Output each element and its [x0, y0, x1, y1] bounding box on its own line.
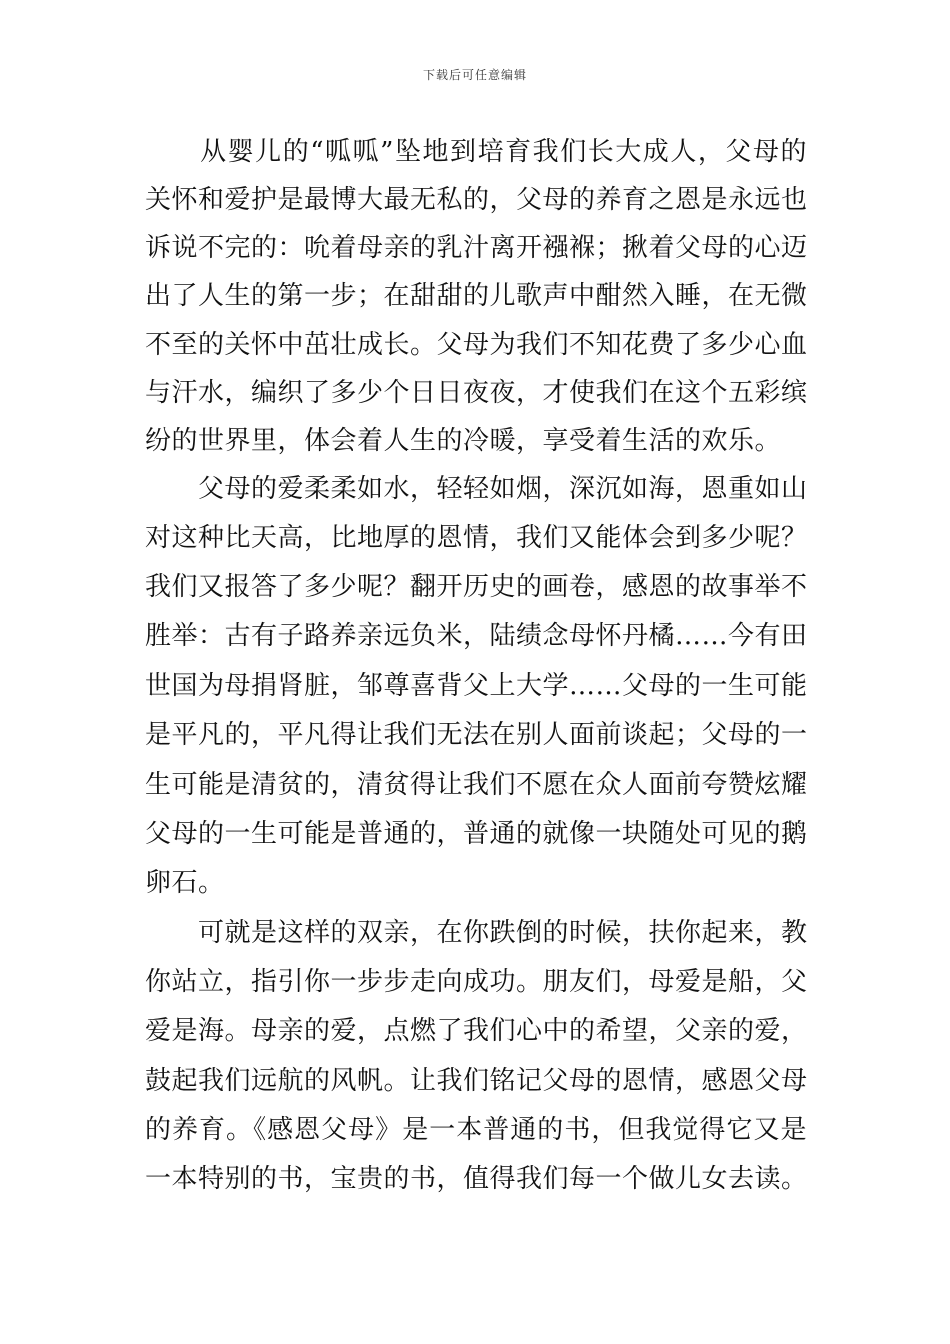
- paragraph-2-line-1: 父母的爱柔柔如水，轻轻如烟，深沉如海，恩重如山: [145, 474, 808, 504]
- paragraph-3-line-3: 爱是海。母亲的爱，点燃了我们心中的希望，父亲的爱，: [145, 1016, 808, 1046]
- paragraph-1-line-6: 与汗水，编织了多少个日日夜夜，才使我们在这个五彩缤: [145, 378, 808, 408]
- paragraph-3-line-5: 的养育。《感恩父母》是一本普通的书，但我觉得它又是: [145, 1115, 807, 1145]
- paragraph-1-line-5: 不至的关怀中茁壮成长。父母为我们不知花费了多少心血: [145, 330, 808, 360]
- paragraph-3-line-2: 你站立，指引你一步步走向成功。朋友们，母爱是船，父: [145, 967, 808, 997]
- page-header: 下载后可任意编辑: [422, 68, 527, 82]
- paragraph-1-line-7: 纷的世界里，体会着人生的冷暖，享受着生活的欢乐。: [145, 426, 782, 456]
- paragraph-1-line-3: 诉说不完的：吮着母亲的乳汁离开襁褓；揪着父母的心迈: [145, 233, 808, 263]
- paragraph-3-line-6: 一本特别的书，宝贵的书，值得我们每一个做儿女去读。: [145, 1164, 808, 1194]
- paragraph-3-line-4: 鼓起我们远航的风帆。让我们铭记父母的恩情，感恩父母: [145, 1066, 808, 1096]
- paragraph-1-line-2: 关怀和爱护是最博大最无私的，父母的养育之恩是永远也: [145, 185, 808, 215]
- paragraph-2-line-9: 卵石。: [145, 868, 225, 898]
- paragraph-1-line-4: 出了人生的第一步；在甜甜的儿歌声中酣然入睡，在无微: [145, 281, 808, 311]
- paragraph-1-line-1: 从婴儿的“呱呱”坠地到培育我们长大成人，父母的: [145, 137, 807, 167]
- paragraph-2-line-4: 胜举：古有子路养亲远负米，陆绩念母怀丹橘……今有田: [145, 621, 808, 651]
- paragraph-2-line-3: 我们又报答了多少呢？翻开历史的画卷，感恩的故事举不: [145, 572, 808, 602]
- paragraph-2-line-7: 生可能是清贫的，清贫得让我们不愿在众人面前夸赞炫耀: [145, 770, 808, 800]
- paragraph-2-line-8: 父母的一生可能是普通的，普通的就像一块随处可见的鹅: [145, 819, 808, 849]
- paragraph-3-line-1: 可就是这样的双亲，在你跌倒的时候，扶你起来，教: [145, 918, 808, 948]
- paragraph-2-line-5: 世国为母捐肾脏，邹尊喜背父上大学……父母的一生可能: [145, 671, 808, 701]
- paragraph-2-line-2: 对这种比天高，比地厚的恩情，我们又能体会到多少呢？: [145, 523, 808, 553]
- paragraph-2-line-6: 是平凡的，平凡得让我们无法在别人面前谈起；父母的一: [145, 720, 808, 750]
